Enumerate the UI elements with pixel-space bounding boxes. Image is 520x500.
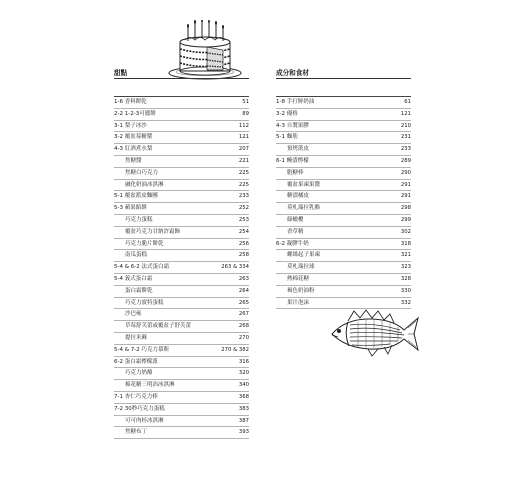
toc-entry-page: 332 bbox=[400, 299, 411, 306]
toc-entry bbox=[114, 97, 249, 109]
toc-column-desserts bbox=[114, 68, 249, 439]
toc-entry-page: 258 bbox=[238, 252, 249, 259]
toc-entry bbox=[276, 144, 411, 156]
toc-entry bbox=[114, 357, 249, 369]
toc-entry-page: 221 bbox=[238, 157, 249, 164]
toc-entry-page: 302 bbox=[400, 228, 411, 235]
toc-entry-page: 323 bbox=[400, 264, 411, 271]
toc-entry-title: 褐色奶油粉 bbox=[287, 287, 315, 294]
toc-entry-title: 覆盆果凍果醬 bbox=[287, 181, 321, 188]
toc-entry-page: 267 bbox=[238, 311, 249, 318]
toc-entry-title: 南瓜蛋糕 bbox=[125, 252, 148, 259]
toc-entry-title: 1-6 香料餅乾 bbox=[114, 99, 147, 105]
toc-entry-title: 覆盆巧克力甘納許霜飾 bbox=[125, 228, 181, 235]
toc-entry-title: 7-2 30秒巧克力蛋糕 bbox=[114, 405, 165, 412]
toc-entry-title: 5-1 麵筋 bbox=[276, 134, 298, 141]
toc-entry-title: 巧克力奶酪 bbox=[125, 370, 153, 377]
toc-entry bbox=[114, 274, 249, 286]
toc-entry-title: 5-4 & 7-2 巧克力慕斯 bbox=[114, 346, 170, 353]
toc-entry-page: 112 bbox=[238, 122, 249, 129]
toc-entry-page: 321 bbox=[400, 252, 411, 259]
toc-entry-page: 298 bbox=[400, 205, 411, 212]
toc-entry-page: 291 bbox=[400, 193, 411, 200]
toc-entry bbox=[114, 250, 249, 262]
toc-entry-page: 225 bbox=[238, 169, 249, 176]
toc-entry bbox=[276, 191, 411, 203]
toc-entry bbox=[276, 286, 411, 298]
toc-entry bbox=[114, 380, 249, 392]
toc-entry-title: 綠橄欖 bbox=[287, 216, 304, 223]
toc-entry-page: 270 bbox=[238, 334, 249, 341]
toc-entry-title: 7-1 杏仁巧克力棒 bbox=[114, 393, 158, 400]
toc-entry bbox=[276, 180, 411, 192]
toc-entry-title: 5-4 義式蛋白霜 bbox=[114, 275, 153, 282]
toc-entry-title: 巧克力脆片餅乾 bbox=[125, 240, 164, 247]
toc-entry bbox=[114, 215, 249, 227]
toc-entry-title: 2-2 1-2-3可麗餅 bbox=[114, 110, 156, 117]
toc-entry-title: 焦糖白巧克力 bbox=[125, 169, 159, 176]
section-title-ingredients: 成分和食材 bbox=[276, 68, 411, 79]
toc-entry-title: 4-3 自製果膠 bbox=[276, 122, 309, 129]
toc-entry bbox=[114, 109, 249, 121]
toc-entry-title: 3-1 梨子冰沙 bbox=[114, 122, 147, 129]
toc-entry-page: 330 bbox=[400, 287, 411, 294]
toc-entry bbox=[276, 250, 411, 262]
toc-entry-title: 6-2 蛋白霜檸檬派 bbox=[114, 358, 158, 365]
toc-entry-page: 210 bbox=[400, 122, 411, 129]
toc-entry-page: 256 bbox=[238, 240, 249, 247]
toc-entry bbox=[114, 227, 249, 239]
toc-entry-title: 沙巴雍 bbox=[125, 311, 142, 318]
toc-entry bbox=[276, 121, 411, 133]
toc-entry bbox=[276, 97, 411, 109]
toc-entry-page: 340 bbox=[238, 382, 249, 389]
toc-entry bbox=[276, 109, 411, 121]
toc-entry-title: 莫札瑞拉乳酪 bbox=[287, 205, 321, 212]
toc-entry bbox=[114, 144, 249, 156]
toc-entry-page: 207 bbox=[238, 146, 249, 153]
toc-entry-page: 231 bbox=[400, 134, 411, 141]
toc-entry-title: 3-2 優格 bbox=[276, 110, 298, 117]
toc-entry bbox=[114, 191, 249, 203]
toc-entry bbox=[114, 427, 249, 439]
toc-entry-page: 233 bbox=[238, 193, 249, 200]
fish-illustration bbox=[328, 308, 420, 358]
toc-entry bbox=[276, 298, 411, 310]
toc-entry-page: 290 bbox=[400, 169, 411, 176]
toc-entry bbox=[114, 416, 249, 428]
toc-entry-title: 糖漬橘皮 bbox=[287, 193, 310, 200]
toc-entry-page: 316 bbox=[238, 358, 249, 365]
toc-entry-title: 4-3 紅酒煮水梨 bbox=[114, 146, 153, 153]
toc-entry bbox=[114, 262, 249, 274]
toc-entry-title: 5-1 覆盆派皮麵團 bbox=[114, 193, 158, 200]
toc-entry-title: 焦糖醬 bbox=[125, 157, 142, 164]
toc-entry-page: 320 bbox=[238, 370, 249, 377]
toc-entry-page: 254 bbox=[238, 228, 249, 235]
toc-entry-title: 1-8 手打鮮奶油 bbox=[276, 99, 315, 105]
toc-entry bbox=[114, 286, 249, 298]
toc-entry-title: 5-3 蘋果餡餅 bbox=[114, 205, 147, 212]
toc-entry-title: 螺絲起子果凍 bbox=[287, 252, 321, 259]
toc-entry-title: 6-1 醃漬檸檬 bbox=[276, 157, 309, 164]
toc-entry-page: 393 bbox=[238, 429, 249, 436]
section-title-desserts: 甜點 bbox=[114, 68, 249, 79]
toc-entry-title: 預烤派皮 bbox=[287, 146, 310, 153]
toc-entry-page: 121 bbox=[238, 134, 249, 141]
toc-entry-page: 318 bbox=[400, 240, 411, 247]
toc-entry bbox=[114, 309, 249, 321]
toc-list-desserts bbox=[114, 96, 249, 439]
toc-entry-page: 263 bbox=[238, 275, 249, 282]
toc-entry bbox=[114, 298, 249, 310]
toc-entry bbox=[114, 333, 249, 345]
toc-entry-page: 253 bbox=[238, 216, 249, 223]
toc-entry-title: 巧克力蛋糕 bbox=[125, 216, 153, 223]
toc-entry-page: 121 bbox=[400, 110, 411, 117]
toc-entry-title: 3-2 覆盆莓糖漿 bbox=[114, 134, 153, 141]
toc-entry-page: 328 bbox=[400, 275, 411, 282]
toc-entry bbox=[114, 203, 249, 215]
toc-entry-page: 291 bbox=[400, 181, 411, 188]
toc-entry bbox=[114, 168, 249, 180]
toc-entry-page: 89 bbox=[242, 110, 249, 117]
toc-entry-title: 6-2 凝膠牛奶 bbox=[276, 240, 309, 247]
toc-entry-page: 383 bbox=[238, 405, 249, 412]
toc-entry bbox=[114, 404, 249, 416]
toc-entry bbox=[114, 121, 249, 133]
toc-entry-page: 252 bbox=[238, 205, 249, 212]
toc-entry bbox=[114, 180, 249, 192]
toc-entry-page: 265 bbox=[238, 299, 249, 306]
toc-entry bbox=[276, 262, 411, 274]
toc-entry bbox=[276, 239, 411, 251]
toc-list-ingredients bbox=[276, 96, 411, 309]
toc-entry bbox=[114, 321, 249, 333]
toc-entry bbox=[276, 156, 411, 168]
toc-entry-title: 棉花糖三明治冰淇淋 bbox=[125, 382, 175, 389]
toc-entry-page: 368 bbox=[238, 393, 249, 400]
toc-entry-title: 焦糖布丁 bbox=[125, 429, 148, 436]
toc-entry bbox=[114, 156, 249, 168]
toc-entry-title: 草莓舒芙蕾或覆盆子舒芙蕾 bbox=[125, 323, 192, 330]
toc-entry bbox=[114, 239, 249, 251]
toc-entry-title: 胞糖棒 bbox=[287, 169, 304, 176]
toc-entry bbox=[276, 215, 411, 227]
toc-entry-title: 莫札瑞拉球 bbox=[287, 264, 315, 271]
toc-entry bbox=[114, 345, 249, 357]
toc-entry-title: 熱棉花糖 bbox=[287, 275, 310, 282]
toc-entry-title: 蛋白霜餅乾 bbox=[125, 287, 153, 294]
toc-entry-title: 融化奶油冰淇淋 bbox=[125, 181, 164, 188]
toc-entry bbox=[276, 168, 411, 180]
toc-column-ingredients bbox=[276, 68, 411, 309]
toc-entry bbox=[114, 132, 249, 144]
toc-entry bbox=[114, 368, 249, 380]
toc-entry-title: 5-4 & 6-2 法式蛋白霜 bbox=[114, 264, 170, 271]
toc-entry-page: 61 bbox=[404, 99, 411, 105]
toc-entry-page: 289 bbox=[400, 157, 411, 164]
toc-entry-title: 可可肉桂冰淇淋 bbox=[125, 417, 164, 424]
toc-entry bbox=[114, 392, 249, 404]
toc-entry-title: 香草精 bbox=[287, 228, 304, 235]
toc-entry bbox=[276, 203, 411, 215]
toc-entry-title: 果汁泡沫 bbox=[287, 299, 310, 306]
toc-entry-page: 270 & 382 bbox=[221, 346, 249, 353]
toc-entry bbox=[276, 227, 411, 239]
toc-entry-page: 51 bbox=[242, 99, 249, 105]
toc-entry-page: 387 bbox=[238, 417, 249, 424]
toc-entry-title: 巧克力波特蛋糕 bbox=[125, 299, 164, 306]
toc-entry-page: 263 & 334 bbox=[221, 264, 249, 271]
toc-entry bbox=[276, 274, 411, 286]
toc-entry-page: 268 bbox=[238, 323, 249, 330]
toc-entry-page: 225 bbox=[238, 181, 249, 188]
toc-entry-title: 提拉米蘇 bbox=[125, 334, 148, 341]
toc-entry-page: 299 bbox=[400, 216, 411, 223]
toc-entry bbox=[276, 132, 411, 144]
toc-entry-page: 233 bbox=[400, 146, 411, 153]
toc-entry-page: 264 bbox=[238, 287, 249, 294]
